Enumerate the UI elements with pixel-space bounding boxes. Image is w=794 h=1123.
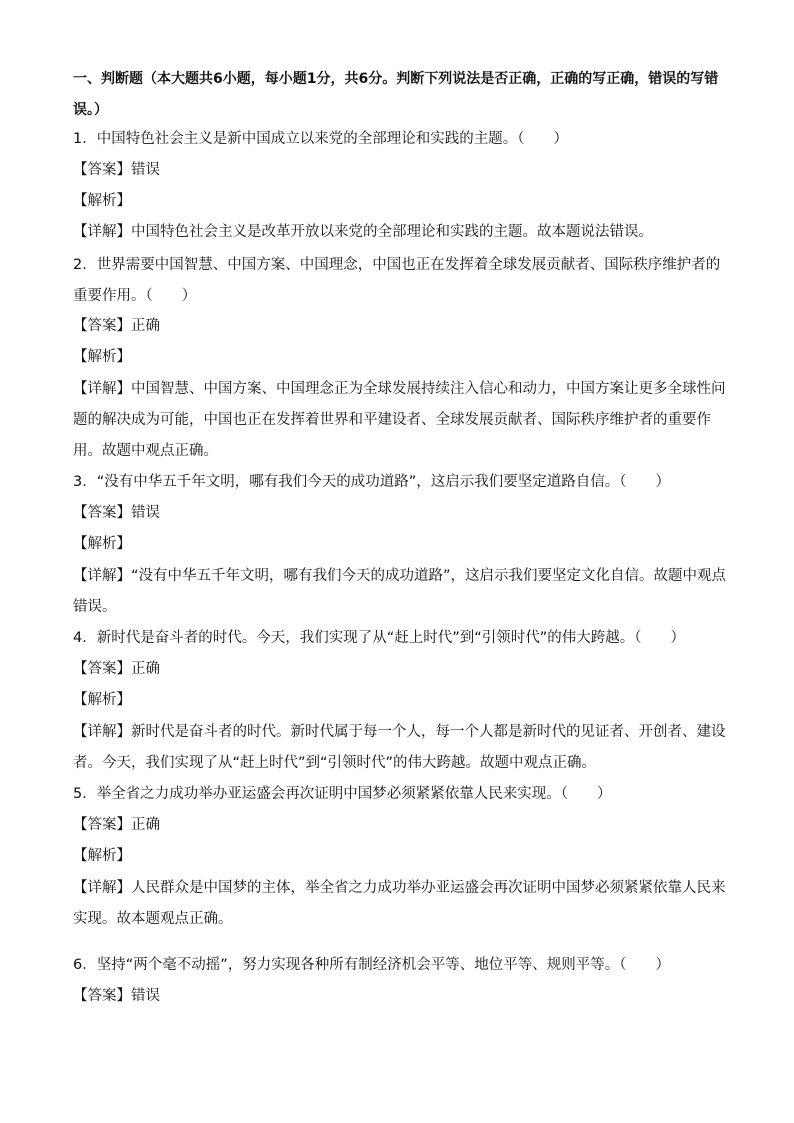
detail-text: “没有中华五千年文明，哪有我们今天的成功道路”，这启示我们要坚定文化自信。故题中观点错误。 [73, 568, 727, 615]
detail-label: 【详解】 [73, 724, 131, 740]
detail-text: 中国智慧、中国方案、中国理念正为全球发展持续注入信心和动力，中国方案让更多全球性问题的解决成为可能，中国也正在发挥着世界和平建设者、全球发展贡献者、国际秩序维护者的重要作用。故题中观点正确。 [73, 381, 726, 459]
answer-value: 错误 [131, 988, 160, 1004]
answer-value: 正确 [131, 817, 160, 833]
question-3-answer [73, 503, 733, 523]
detail-label: 【详解】 [73, 880, 131, 896]
question-2-detail [73, 374, 733, 467]
question-5-detail [73, 873, 733, 935]
answer-label: 【答案】 [73, 817, 131, 833]
answer-label: 【答案】 [73, 988, 131, 1004]
section-heading: 一、判断题（本大题共6小题，每小题1分，共6分。判断下列说法是否正确，正确的写正确，错误的写错误。） [73, 71, 719, 118]
question-2-answer [73, 316, 733, 336]
question-5-answer [73, 815, 733, 835]
answer-label: 【答案】 [73, 661, 131, 677]
answer-value: 正确 [131, 318, 160, 334]
answer-label: 【答案】 [73, 318, 131, 334]
question-2-text: 2．世界需要中国智慧、中国方案、中国理念，中国也正在发挥着全球发展贡献者、国际秩序维护者的重要作用。（ ） [73, 257, 721, 304]
question-3-detail [73, 561, 733, 623]
question-4-detail [73, 717, 733, 779]
detail-text: 人民群众是中国梦的主体，举全省之力成功举办亚运盛会再次证明中国梦必须紧紧依靠人民来实现。故本题观点正确。 [73, 880, 726, 927]
question-4-text: 4．新时代是奋斗者的时代。今天，我们实现了从“赶上时代”到“引领时代”的伟大跨越。（ ） [73, 630, 686, 646]
answer-value: 正确 [131, 661, 160, 677]
question-1-answer [73, 160, 733, 180]
question-5-analysis: 【解析】 [73, 848, 131, 864]
detail-text: 中国特色社会主义是改革开放以来党的全部理论和实践的主题。故本题说法错误。 [131, 224, 653, 240]
question-1-analysis: 【解析】 [73, 193, 131, 209]
detail-label: 【详解】 [73, 224, 131, 240]
question-5-text: 5．举全省之力成功举办亚运盛会再次证明中国梦必须紧紧依靠人民来实现。（ ） [73, 786, 612, 802]
question-1-detail [73, 222, 733, 242]
question-4-answer [73, 659, 733, 679]
answer-value: 错误 [131, 162, 160, 178]
question-2-analysis: 【解析】 [73, 349, 131, 365]
detail-text: 新时代是奋斗者的时代。新时代属于每一个人，每一个人都是新时代的见证者、开创者、建设者。今天，我们实现了从“赶上时代”到“引领时代”的伟大跨越。故题中观点正确。 [73, 724, 726, 771]
answer-value: 错误 [131, 505, 160, 521]
detail-label: 【详解】 [73, 568, 131, 584]
answer-label: 【答案】 [73, 505, 131, 521]
question-4-analysis: 【解析】 [73, 692, 131, 708]
answer-label: 【答案】 [73, 162, 131, 178]
question-6-answer [73, 986, 733, 1006]
question-6-text: 6．坚持“两个毫不动摇”，努力实现各种所有制经济机会平等、地位平等、规则平等。（ ） [73, 957, 670, 973]
detail-label: 【详解】 [73, 381, 131, 397]
question-3-analysis: 【解析】 [73, 536, 131, 552]
question-3-text: 3．“没有中华五千年文明，哪有我们今天的成功道路”，这启示我们要坚定道路自信。（ ） [73, 474, 670, 490]
question-1-text: 1．中国特色社会主义是新中国成立以来党的全部理论和实践的主题。（ ） [73, 131, 568, 147]
